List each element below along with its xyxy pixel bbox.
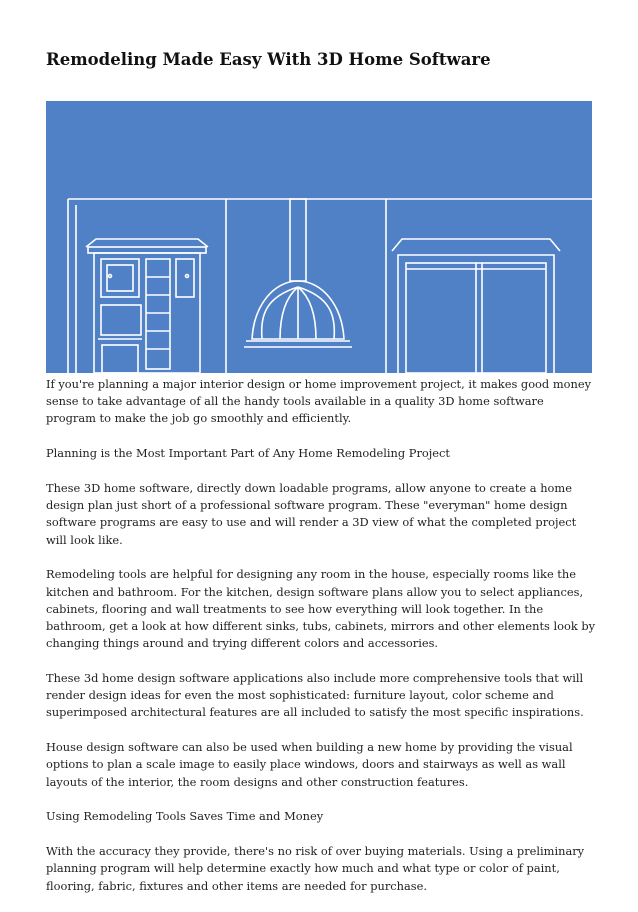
paragraph-accuracy: With the accuracy they provide, there's no risk of over buying materials. Using a preliminary planning program will help determine exactly how much and what type or color of paint, flooring, fabric, fixtures and other items are needed for purchase. bbox=[46, 844, 585, 893]
paragraph-remodeling-tools: Remodeling tools are helpful for designing any room in the house, especially rooms like the kitchen and bathroom. For the kitchen, design software plans allow you to select appliances, cabinets, flooring and wall treatments to see how everything will look together. In the bathroom, get a look at how different sinks, tubs, cabinets, mirrors and other elements look by changing things around and trying different colors and accessories. bbox=[46, 567, 596, 651]
paragraph-software: These 3D home software, directly down loadable programs, allow anyone to create a home design plan just short of a professional software program. These "everyman" home design software programs are easy to use and will render a 3D view of what the completed project will look like. bbox=[46, 481, 577, 547]
hutch-cabinet bbox=[86, 239, 208, 373]
paragraph-comprehensive-tools: These 3d home design software applications also include more comprehensive tools that will render design ideas for even the most sophisticated: furniture layout, color scheme and superimposed architectural features are all included to satisfy the most specific inspirations. bbox=[46, 671, 584, 720]
page-title: Remodeling Made Easy With 3D Home Software bbox=[46, 50, 491, 69]
hero-image bbox=[46, 101, 592, 373]
paragraph-new-home: House design software can also be used when building a new home by providing the visual options to plan a scale image to easily place windows, doors and stairways as well as wall layouts of the interior, the room designs and other construction features. bbox=[46, 740, 573, 789]
sliding-doors bbox=[392, 239, 560, 373]
blueprint-illustration bbox=[46, 101, 592, 373]
subheading-saves-money: Using Remodeling Tools Saves Time and Money bbox=[46, 809, 324, 824]
article-body bbox=[46, 376, 596, 912]
subheading-planning: Planning is the Most Important Part of Any Home Remodeling Project bbox=[46, 446, 451, 461]
range-hood bbox=[244, 199, 352, 347]
paragraph-intro: If you're planning a major interior design or home improvement project, it makes good money sense to take advantage of all the handy tools available in a quality 3D home software program to make the job go smoothly and efficiently. bbox=[46, 377, 591, 426]
